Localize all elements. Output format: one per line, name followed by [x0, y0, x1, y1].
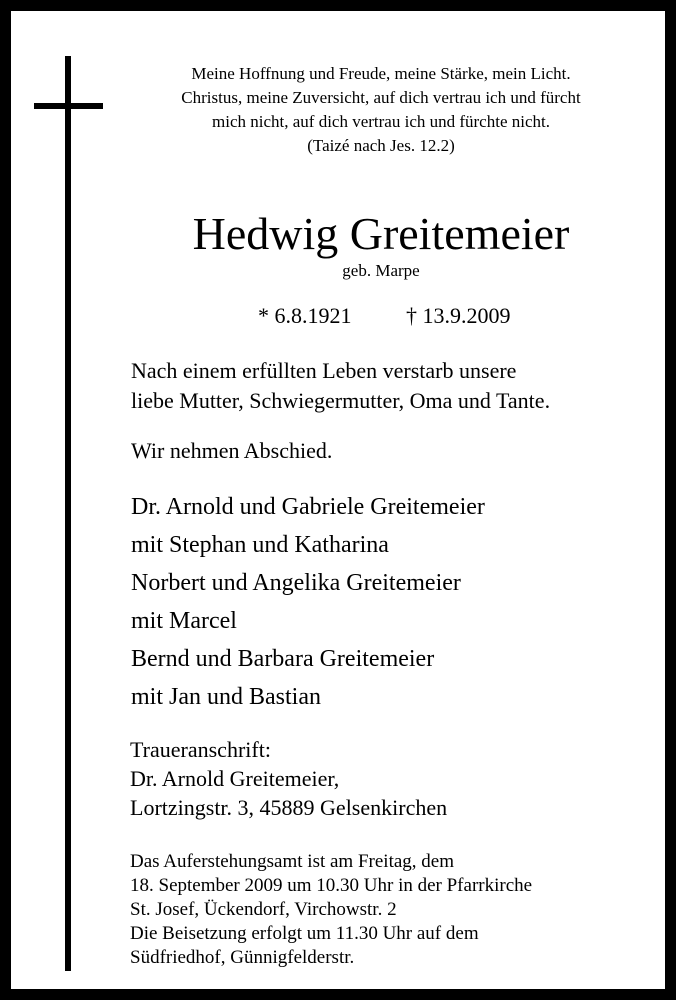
verse-line: Meine Hoffnung und Freude, meine Stärke, mein Licht. — [191, 64, 571, 83]
service-line: Südfriedhof, Günnigfelderstr. — [130, 947, 355, 968]
address-street: Lortzingstr. 3, 45889 Gelsenkirchen — [130, 795, 448, 820]
death-date: † 13.9.2009 — [406, 303, 511, 328]
maiden-name: geb. Marpe — [342, 261, 420, 280]
deceased-name: Hedwig Greitemeier — [192, 208, 570, 259]
verse-line: Christus, meine Zuversicht, auf dich vertrau ich und fürcht — [181, 88, 581, 107]
address-name: Dr. Arnold Greitemeier, — [130, 766, 340, 791]
address-label: Traueranschrift: — [130, 737, 271, 762]
family-line: Norbert und Angelika Greitemeier — [131, 570, 461, 596]
announcement-line: liebe Mutter, Schwiegermutter, Oma und Tante. — [131, 388, 551, 413]
verse-line: mich nicht, auf dich vertrau ich und fürchte nicht. — [212, 112, 550, 131]
verse-source: (Taizé nach Jes. 12.2) — [307, 136, 455, 155]
birth-date: * 6.8.1921 — [258, 303, 352, 328]
announcement-line: Nach einem erfüllten Leben verstarb unsere — [131, 358, 517, 383]
cross-icon-vertical-bar — [65, 56, 71, 971]
service-line: St. Josef, Ückendorf, Virchowstr. 2 — [130, 899, 397, 920]
family-line: mit Marcel — [131, 608, 237, 634]
service-line: Die Beisetzung erfolgt um 11.30 Uhr auf dem — [130, 923, 479, 944]
service-line: Das Auferstehungsamt ist am Freitag, dem — [130, 851, 454, 872]
family-line: mit Jan und Bastian — [131, 684, 321, 710]
family-line: Bernd und Barbara Greitemeier — [131, 646, 435, 672]
family-line: Dr. Arnold und Gabriele Greitemeier — [131, 494, 485, 520]
cross-icon-horizontal-bar — [34, 103, 103, 109]
family-line: mit Stephan und Katharina — [131, 532, 389, 558]
farewell-text: Wir nehmen Abschied. — [131, 438, 333, 463]
service-line: 18. September 2009 um 10.30 Uhr in der Pfarrkirche — [130, 875, 533, 896]
